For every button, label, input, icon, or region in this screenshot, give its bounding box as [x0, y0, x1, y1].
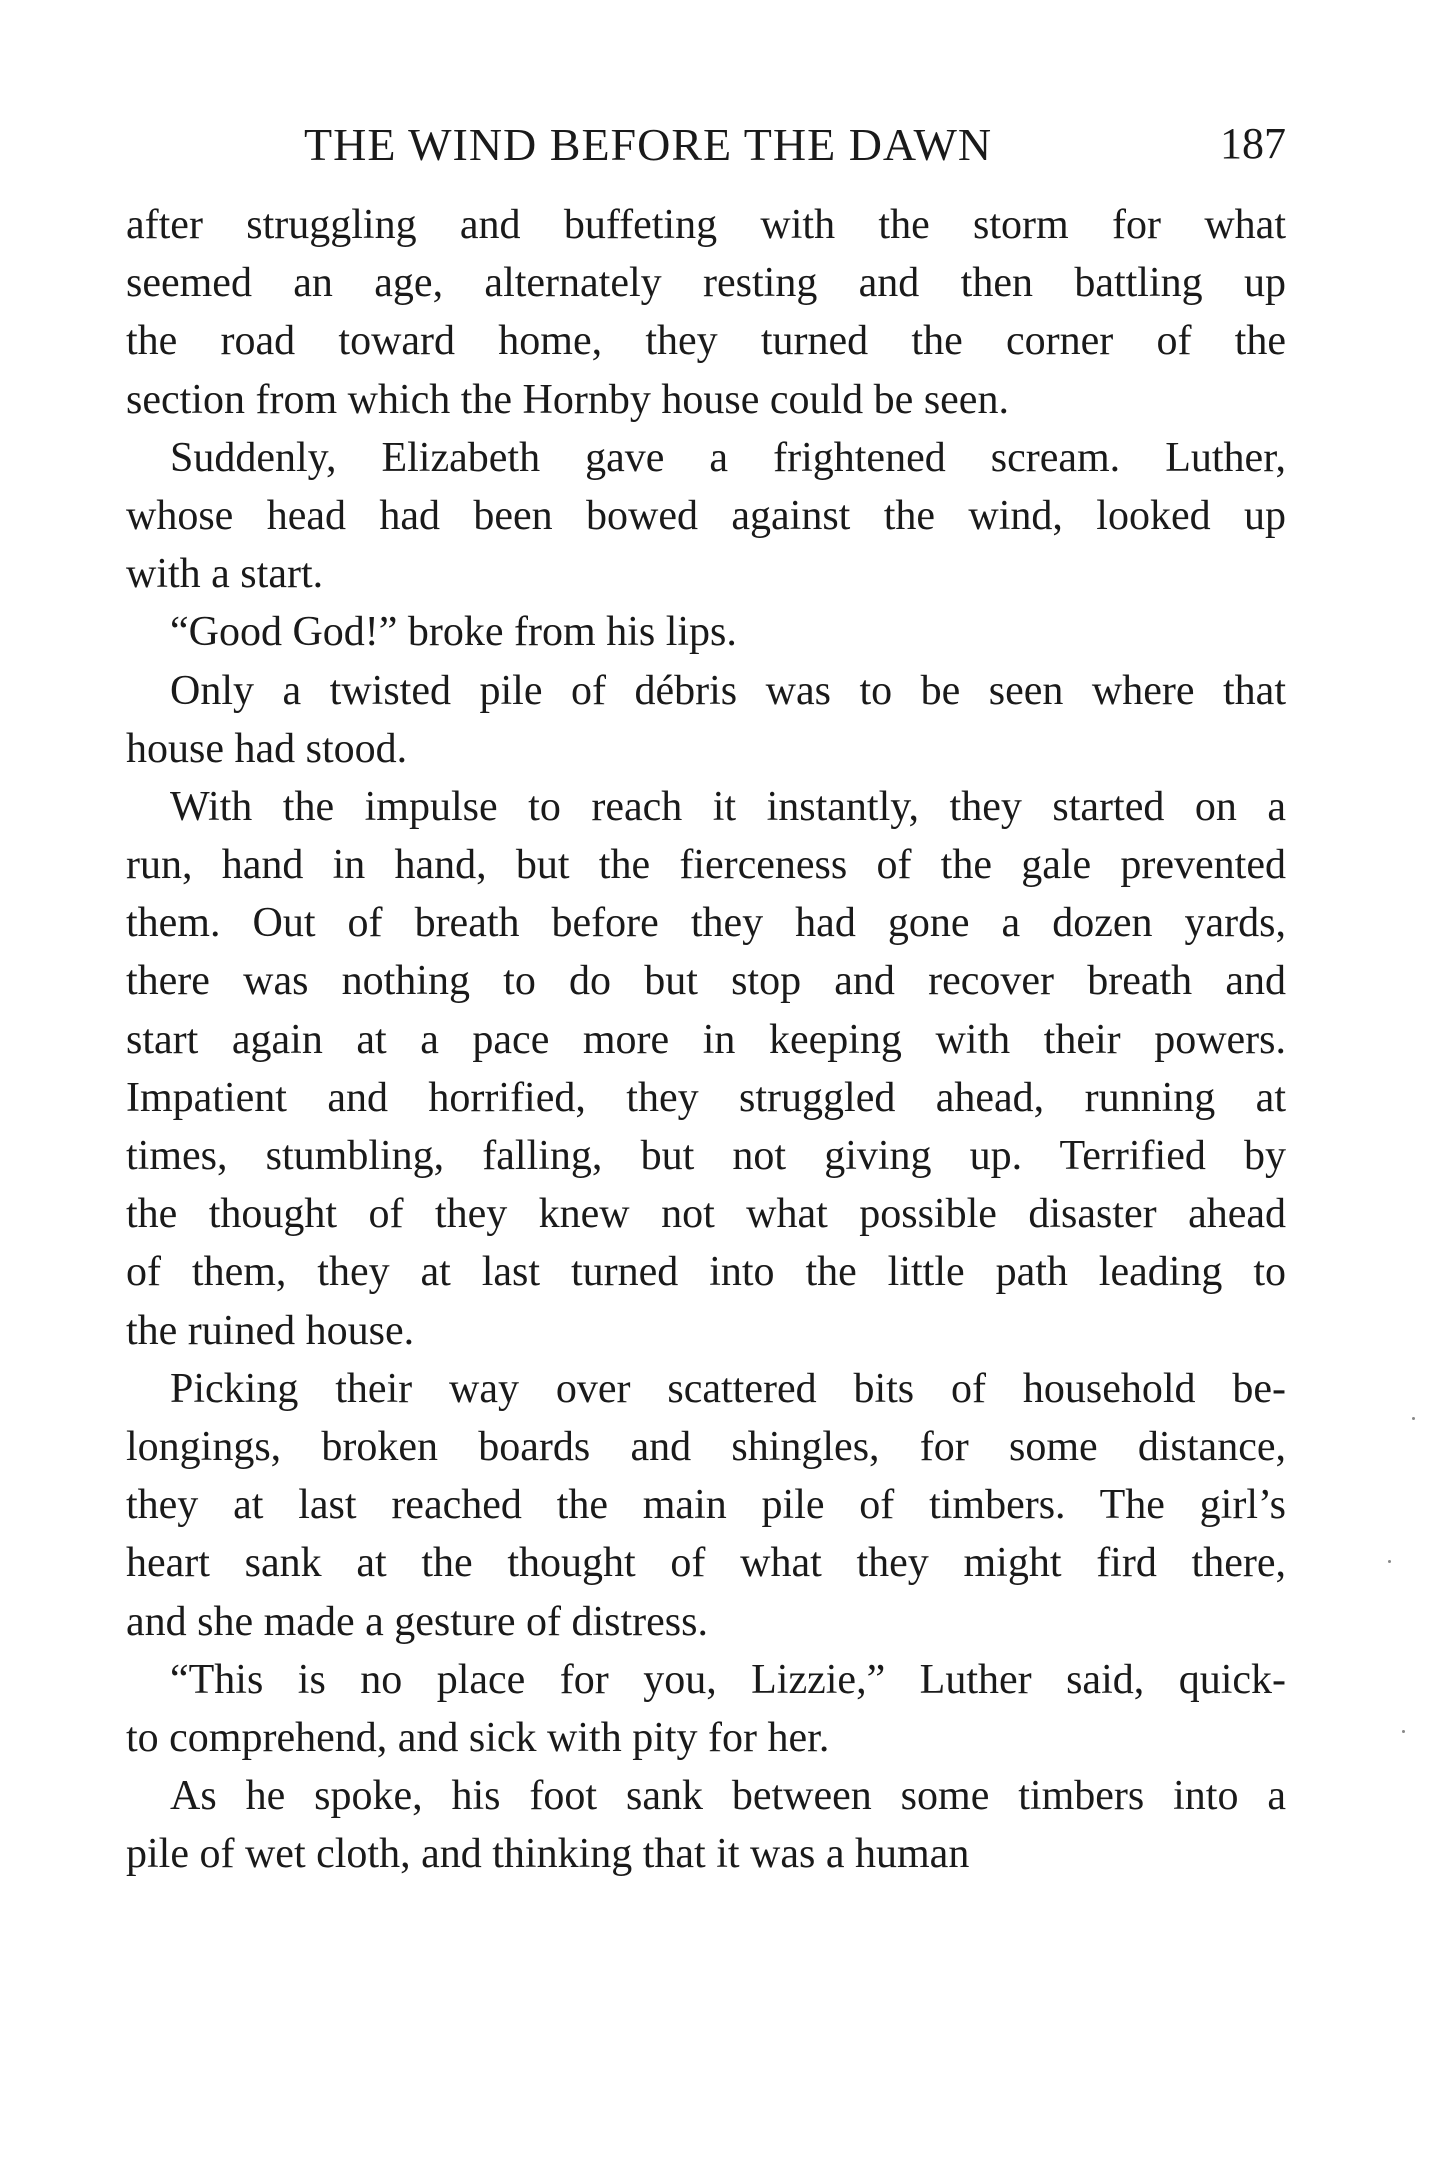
- text-line: Only a twisted pile of débris was to be seen where that: [170, 667, 1286, 714]
- paragraph: [126, 196, 1286, 429]
- text-line: and she made a gesture of distress.: [126, 1598, 708, 1645]
- text-line: run, hand in hand, but the fierceness of the gale prevented: [126, 842, 1286, 889]
- page-header: [126, 118, 1286, 178]
- text-line: Impatient and horrified, they struggled ahead, running at: [126, 1074, 1286, 1121]
- text-line: seemed an age, alternately resting and then battling up: [126, 260, 1286, 307]
- paragraph: [126, 662, 1286, 778]
- page-number: 187: [1220, 119, 1286, 168]
- text-line: “Good God!” broke from his lips.: [170, 609, 737, 656]
- text-line: house had stood.: [126, 725, 408, 772]
- text-line: after struggling and buffeting with the storm for what: [126, 202, 1286, 248]
- text-line: section from which the Hornby house could be seen.: [126, 376, 1009, 423]
- text-line: with a start.: [126, 551, 324, 598]
- text-line: the thought of they knew not what possible disaster ahead: [126, 1191, 1286, 1238]
- paragraph: [126, 1360, 1286, 1651]
- text-line: “This is no place for you, Lizzie,” Luther said, quick-: [170, 1656, 1286, 1703]
- paragraph: [126, 429, 1286, 604]
- text-line: pile of wet cloth, and thinking that it was a human: [126, 1831, 970, 1878]
- text-line: whose head had been bowed against the wind, looked up: [126, 492, 1286, 539]
- text-line: the ruined house.: [126, 1307, 415, 1354]
- paragraph: [126, 603, 1286, 661]
- paragraph: [126, 778, 1286, 1360]
- body-text: [126, 196, 1286, 1883]
- text-line: them. Out of breath before they had gone a dozen yards,: [126, 900, 1286, 947]
- text-line: of them, they at last turned into the little path leading to: [126, 1249, 1286, 1296]
- text-line: start again at a pace more in keeping with their powers.: [126, 1016, 1286, 1063]
- text-line: heart sank at the thought of what they might fird there,: [126, 1540, 1286, 1587]
- text-line: there was nothing to do but stop and recover breath and: [126, 958, 1286, 1005]
- running-head: THE WIND BEFORE THE DAWN: [304, 119, 993, 170]
- text-line: Suddenly, Elizabeth gave a frightened scream. Luther,: [170, 434, 1286, 481]
- print-speck: [1412, 1417, 1415, 1420]
- paragraph: [126, 1651, 1286, 1767]
- text-line: Picking their way over scattered bits of household be-: [170, 1365, 1286, 1412]
- text-line: longings, broken boards and shingles, for some distance,: [126, 1423, 1286, 1470]
- text-line: they at last reached the main pile of timbers. The girl’s: [126, 1482, 1286, 1529]
- text-line: As he spoke, his foot sank between some timbers into a: [170, 1773, 1286, 1820]
- text-line: the road toward home, they turned the corner of the: [126, 318, 1286, 365]
- print-speck: [1402, 1730, 1405, 1733]
- text-line: to comprehend, and sick with pity for her.: [126, 1714, 830, 1761]
- paragraph: [126, 1767, 1286, 1883]
- text-line: With the impulse to reach it instantly, they started on a: [170, 783, 1286, 830]
- text-line: times, stumbling, falling, but not giving up. Terrified by: [126, 1133, 1286, 1179]
- print-speck: [1388, 1560, 1391, 1563]
